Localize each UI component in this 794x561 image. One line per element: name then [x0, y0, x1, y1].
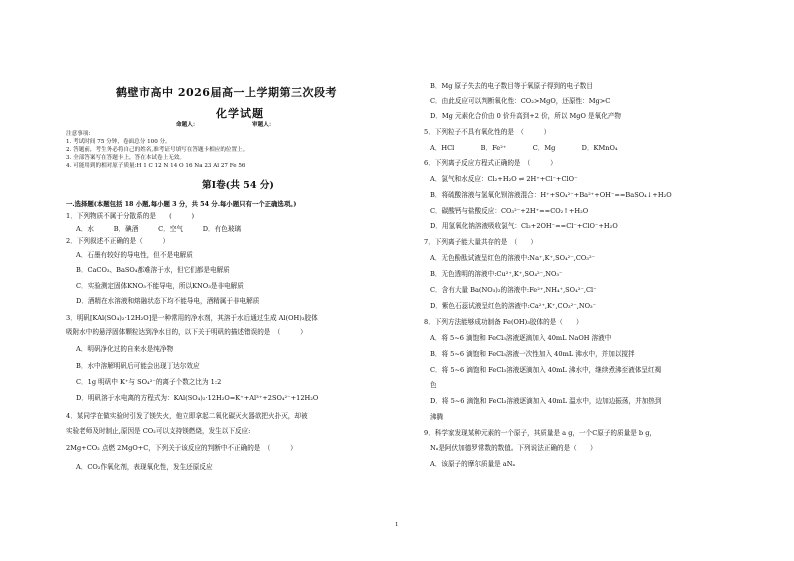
option-line: B．无色透明的溶液中:Cu²⁺,K⁺,SO₄²⁻,NO₃⁻ [430, 270, 563, 278]
option-line: C．1g 明矾中 K⁺与 SO₄²⁻的离子个数之比为 1:2 [76, 378, 222, 386]
reviewer-label: 审题人： [252, 122, 275, 128]
option-line: A．氯气和水反应：Cl₂+H₂O ⇌ 2H⁺+Cl⁻+ClO⁻ [430, 175, 578, 183]
note-item: 2. 答题前，考生务必将自己的姓名,准考证号填写在答题卡相应的位置上。 [66, 147, 249, 153]
subject-title: 化学试题 [216, 107, 264, 120]
option-line: C．由此反应可以判断氧化性：CO₂>MgO，还原性：Mg>C [430, 97, 611, 105]
option-line: A．无色酚酞试液呈红色的溶液中:Na⁺,K⁺,SO₄²⁻,CO₃²⁻ [430, 254, 596, 262]
exam-title: 鹤壁市高中 2026届高一上学期第三次段考 [116, 86, 337, 99]
note-item: 3. 全部答案写在答题卡上，答在本试卷上无效。 [66, 155, 185, 161]
option-line: D．用氢氧化钠溶液吸收氯气：Cl₂+2OH⁻==Cl⁻+ClO⁻+H₂O [430, 222, 618, 230]
note-item: 1. 考试时间 75 分钟，卷面总分 100 分。 [66, 139, 171, 145]
option-line-continued: 沸腾 [430, 413, 444, 421]
question-5: 5．下列粒子不具有氧化性的是 （ ） [424, 128, 551, 136]
option-line: C．实验测定固体KNO₃不能导电，所以KNO₃是非电解质 [76, 282, 244, 290]
section-instruction: 一.选择题(本题包括 18 小题,每小题 3 分，共 54 分.每小题只有一个正确选项。) [66, 200, 297, 208]
question-text: 吸附水中的悬浮固体颗粒达到净水目的，以下关于明矾的描述错误的是 （ ） [66, 328, 307, 336]
question-1: 1．下列物质不属于分散系的是 ( ) [66, 212, 195, 220]
option-line-continued: 色 [430, 381, 437, 389]
option-line: D．紫色石蕊试液呈红色的溶液中:Ca²⁺,K⁺,CO₃²⁻,NO₃⁻ [430, 302, 597, 310]
option-line: A．HCl B．Fe²⁺ C．Mg D．KMnO₄ [430, 144, 618, 152]
option-line: C．碳酸钙与盐酸反应：CO₃²⁻+2H⁺==CO₂↑+H₂O [430, 207, 589, 215]
question-8: 8．下列方法能够成功制备 Fe(OH)₃胶体的是（ ） [424, 318, 583, 326]
question-3: 3．明矾[KAl(SO₄)₂·12H₂O]是一种常用的净水剂，其溶于水后通过生成 Al(OH)₃胶体 [66, 314, 318, 322]
option-line: C．含有大量 Ba(NO₃)₂的溶液中:Fe²⁺,NH₄⁺,SO₄²⁻,Cl⁻ [430, 286, 597, 294]
option-line: A．将 5~6 滴饱和 FeCl₃溶液逐滴加入 40mL NaOH 溶液中 [430, 334, 612, 342]
reaction-equation-line: 2Mg+CO₂ 点燃 2MgO+C，下列关于该反应的判断中不正确的是 （ ） [66, 444, 297, 452]
option-line: D．酒精在水溶液和熔融状态下均不能导电，酒精属于非电解质 [76, 297, 260, 305]
option-line: A．明矾净化过的自来水是纯净物 [76, 345, 174, 353]
option-line: D．明矾溶于水电离的方程式为：KAl(SO₄)₂·12H₂O=K⁺+Al³⁺+2SO₄²⁻+12H₂O [76, 394, 319, 402]
option-line: B．Mg 原子失去的电子数目等于氧原子得到的电子数目 [430, 82, 593, 90]
note-item: 4. 可能用到的相对原子质量:H 1 C 12 N 14 O 16 Na 23 Al 27 Fe 56 [66, 163, 246, 169]
option-line: A．水 B．碘酒 C．空气 D．有色玻璃 [76, 225, 242, 233]
option-line: D．Mg 元素化合价由 0 价升高到+2 价，所以 MgO 是氧化产物 [430, 112, 622, 120]
option-line: C．将 5~6 滴饱和 FeCl₃溶液逐滴加入 40mL 沸水中，继续煮沸至液体呈红褐 [430, 366, 662, 374]
option-line: B．水中溶解明矾后可能会出现丁达尔效应 [76, 362, 200, 370]
question-4: 4．某同学在做实验时引发了镁失火，他立即拿起二氧化碳灭火器欲把火扑灭，却被 [66, 412, 308, 420]
question-7: 7．下列离子能大量共存的是 （ ） [424, 238, 537, 246]
question-6: 6．下列离子反应方程式正确的是 （ ） [424, 159, 557, 167]
option-line: B．将硫酸溶液与氢氧化钡溶液混合：H⁺+SO₄²⁻+Ba²⁺+OH⁻==BaSO₄↓+H₂O [430, 191, 672, 199]
option-line: A．该原子的摩尔质量是 aNₐ [430, 460, 516, 468]
notes-heading: 注意事项: [66, 131, 91, 137]
option-line: B．将 5~6 滴饱和 FeCl₃溶液一次性加入 40mL 沸水中，并加以搅拌 [430, 350, 635, 358]
option-line: A．石墨有较好的导电性，但不是电解质 [76, 251, 193, 259]
option-line: A．CO₂作氧化剂，表现氧化性，发生还原反应 [76, 463, 213, 471]
page-number: 1 [395, 522, 399, 528]
question-2: 2．下列叙述不正确的是（ ） [66, 237, 170, 245]
option-line: B．CaCO₃、BaSO₄都难溶于水，但它们都是电解质 [76, 266, 230, 274]
question-text: Nₐ是阿伏加德罗常数的数值。下列说法正确的是（ ） [430, 444, 597, 452]
author-label: 命题人： [176, 122, 199, 128]
option-line: D．将 5~6 滴饱和 FeCl₃溶液逐滴加入 40mL 温水中，边加边振荡，并加热到 [430, 397, 662, 405]
question-9: 9．科学家发现某种元素的一个原子，其质量是 a g，一个C原子的质量是 b g， [424, 429, 657, 437]
section-title: 第Ⅰ卷(共 54 分) [202, 180, 274, 191]
question-text: 实验老师及时制止,原因是 CO₂可以支持镁燃烧，发生以下反应: [66, 427, 251, 435]
